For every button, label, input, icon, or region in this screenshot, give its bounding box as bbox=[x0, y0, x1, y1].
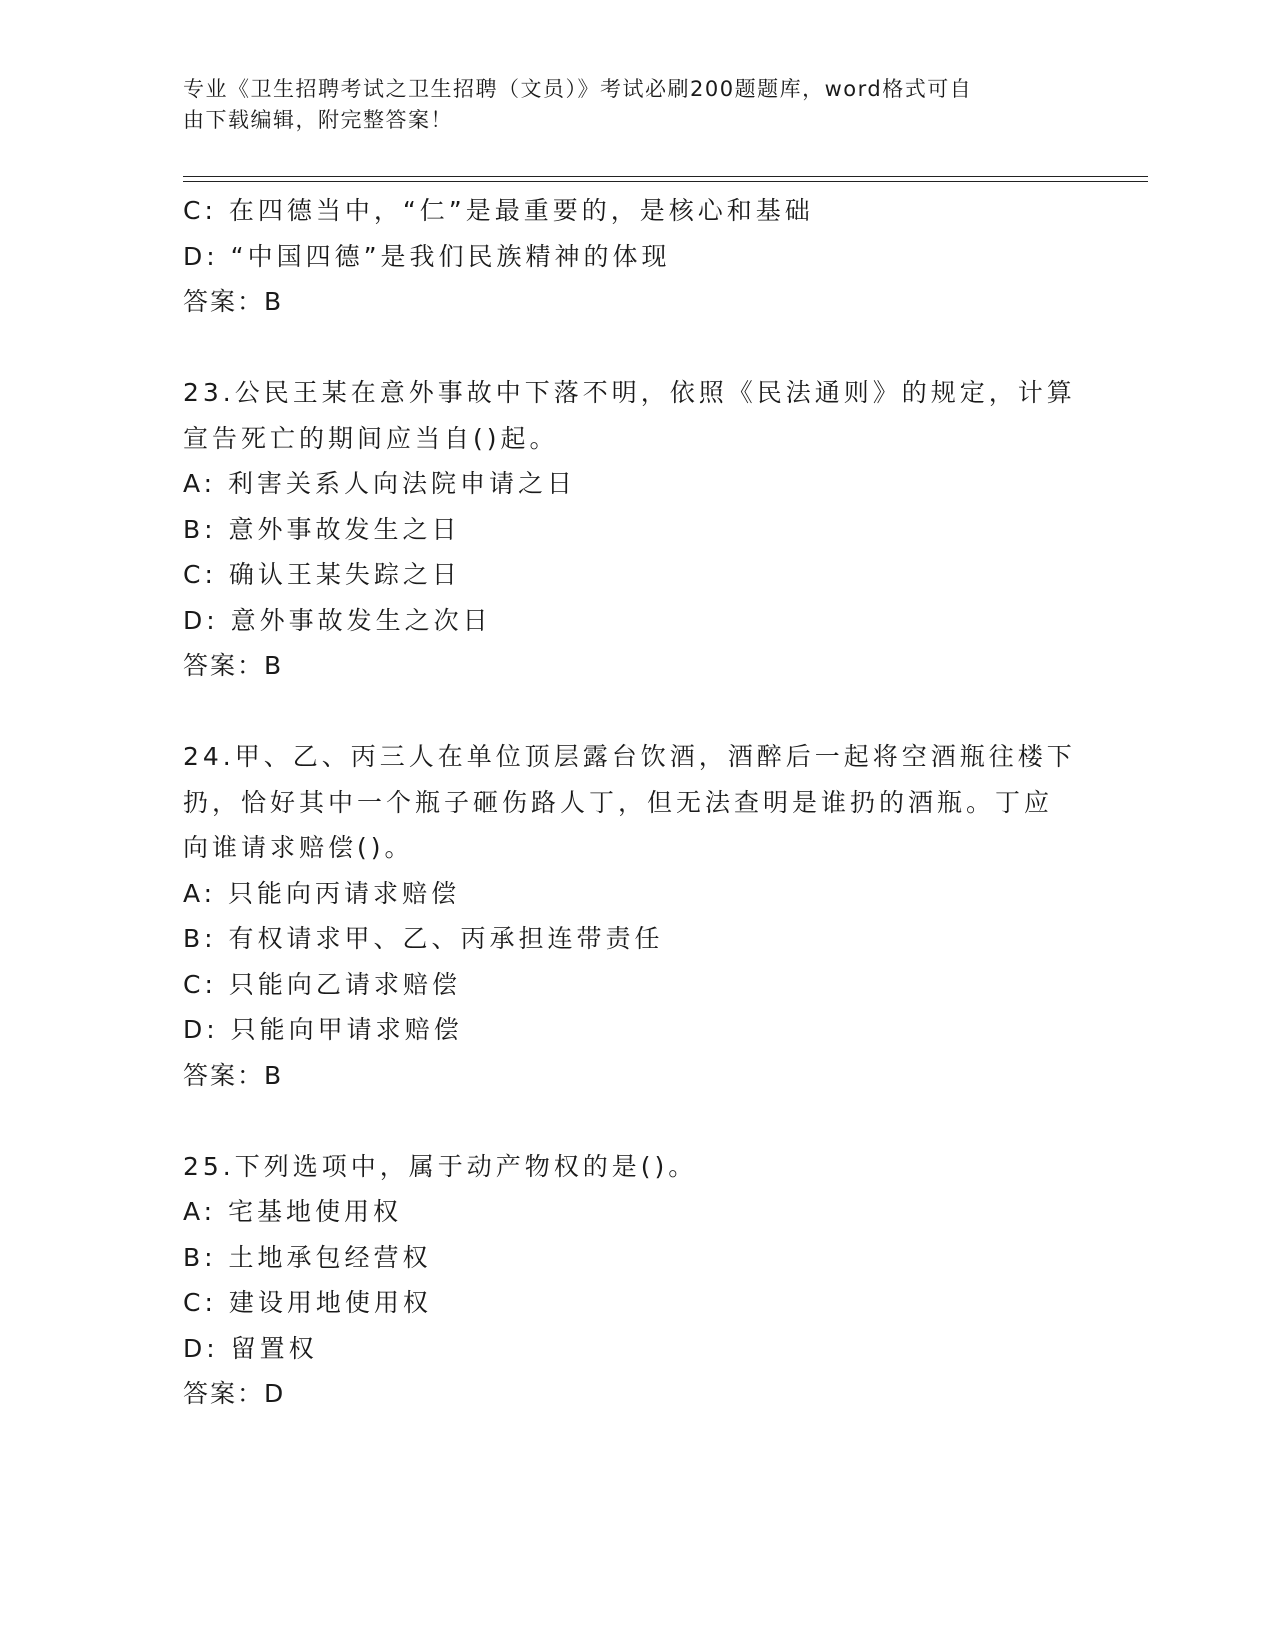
option-d: D: 只能向甲请求赔偿 bbox=[183, 1015, 463, 1044]
option-c: C: 建设用地使用权 bbox=[183, 1288, 432, 1317]
answer-line: 答案：B bbox=[183, 1060, 284, 1090]
option-c: C: 在四德当中，“仁”是最重要的，是核心和基础 bbox=[183, 196, 814, 225]
option-c: C: 确认王某失踪之日 bbox=[183, 560, 461, 589]
question-22-continuation bbox=[183, 188, 1083, 325]
document-body bbox=[183, 188, 1083, 1417]
answer-line: 答案：B bbox=[183, 287, 284, 316]
option-c: C: 只能向乙请求赔偿 bbox=[183, 969, 461, 999]
header-line-1: 专业《卫生招聘考试之卫生招聘（文员）》考试必刷200题题库，word格式可自 bbox=[183, 77, 973, 101]
question-stem-line: 25.下列选项中，属于动产物权的是()。 bbox=[183, 1151, 698, 1181]
question-stem-line: 23.公民王某在意外事故中下落不明，依照《民法通则》的规定，计算 bbox=[183, 378, 1076, 407]
header-divider bbox=[183, 176, 1148, 182]
spacer bbox=[183, 325, 1083, 371]
question-stem-line: 向谁请求赔偿()。 bbox=[183, 833, 414, 862]
option-b: B: 意外事故发生之日 bbox=[183, 514, 461, 544]
option-b: B: 土地承包经营权 bbox=[183, 1242, 432, 1272]
option-d: D: 意外事故发生之次日 bbox=[183, 605, 492, 635]
header-line-2: 由下载编辑，附完整答案！ bbox=[183, 108, 453, 132]
answer-line: 答案：B bbox=[183, 651, 284, 680]
option-b: B: 有权请求甲、乙、丙承担连带责任 bbox=[183, 924, 664, 953]
question-stem-line: 24.甲、乙、丙三人在单位顶层露台饮酒，酒醉后一起将空酒瓶往楼下 bbox=[183, 742, 1076, 771]
option-a: A: 宅基地使用权 bbox=[183, 1197, 403, 1226]
spacer bbox=[183, 1098, 1083, 1144]
document-header bbox=[183, 74, 1063, 136]
question-stem-line: 扔，恰好其中一个瓶子砸伤路人丁，但无法查明是谁扔的酒瓶。丁应 bbox=[183, 787, 1054, 817]
question-25 bbox=[183, 1144, 1083, 1417]
question-24 bbox=[183, 734, 1083, 1098]
option-a: A: 只能向丙请求赔偿 bbox=[183, 878, 461, 908]
option-a: A: 利害关系人向法院申请之日 bbox=[183, 469, 577, 498]
answer-line: 答案：D bbox=[183, 1379, 286, 1408]
option-d: D: “中国四德”是我们民族精神的体现 bbox=[183, 241, 671, 271]
question-stem-line: 宣告死亡的期间应当自()起。 bbox=[183, 423, 559, 453]
spacer bbox=[183, 689, 1083, 735]
option-d: D: 留置权 bbox=[183, 1333, 318, 1363]
question-23 bbox=[183, 370, 1083, 689]
